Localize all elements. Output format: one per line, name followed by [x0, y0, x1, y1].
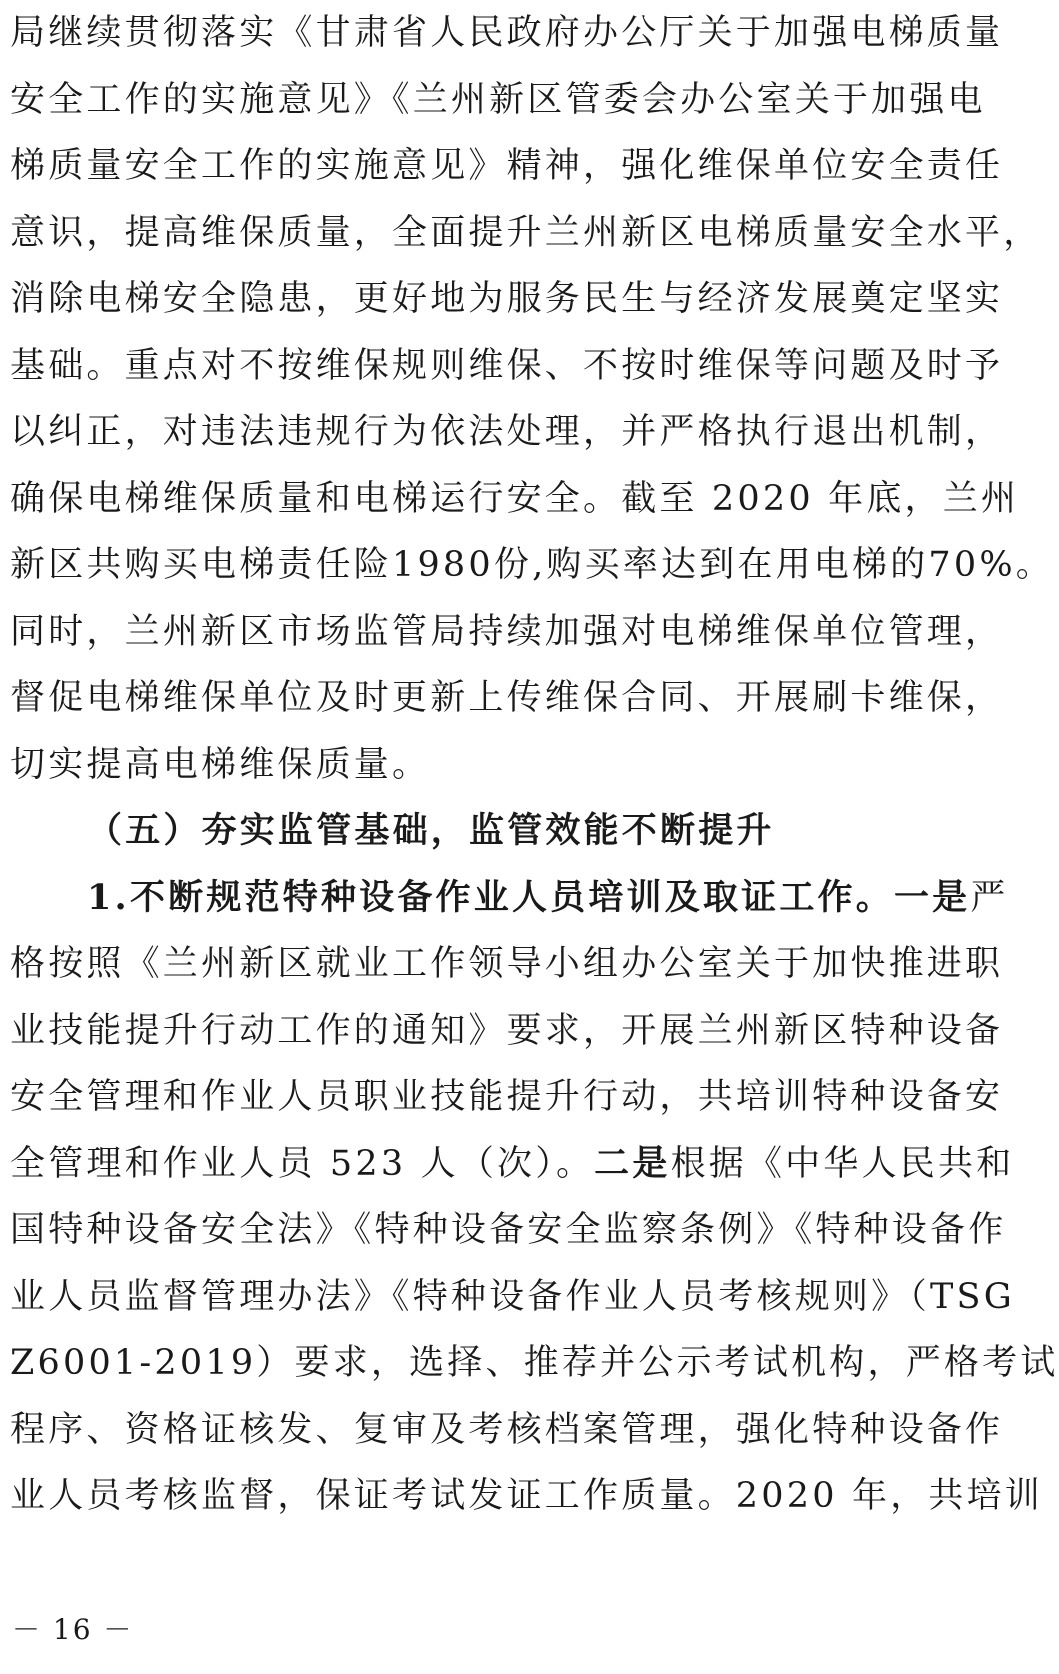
paragraph-line: 梯质量安全工作的实施意见》精神，强化维保单位安全责任 [10, 146, 1004, 186]
paragraph-line: 新区共购买电梯责任险1980份,购买率达到在用电梯的70%。 [10, 545, 1054, 585]
paragraph-line: 业技能提升行动工作的通知》要求，开展兰州新区特种设备 [10, 1010, 1004, 1051]
paragraph-line: 国特种设备安全法》《特种设备安全监察条例》《特种设备作 [10, 1210, 1007, 1250]
paragraph-line: 业人员监督管理办法》《特种设备作业人员考核规则》（TSG [10, 1276, 1015, 1317]
paragraph-line: 督促电梯维保单位及时更新上传维保合同、开展刷卡维保， [10, 678, 1004, 718]
paragraph-line: 局继续贯彻落实《甘肃省人民政府办公厅关于加强电梯质量 [10, 13, 1004, 53]
paragraph-line: 消除电梯安全隐患，更好地为服务民生与经济发展奠定坚实 [10, 279, 1004, 319]
paragraph-line: 安全工作的实施意见》《兰州新区管委会办公室关于加强电 [10, 79, 986, 120]
mixed-bold: 二是 [594, 1142, 671, 1184]
paragraph-line: 同时，兰州新区市场监管局持续加强对电梯维保单位管理， [10, 611, 1004, 652]
paragraph-line: 基础。重点对不按维保规则维保、不按时维保等问题及时予 [10, 345, 1004, 386]
paragraph-line: 安全管理和作业人员职业技能提升行动，共培训特种设备安 [10, 1077, 1004, 1117]
mixed-after: 根据《中华人民共和 [670, 1143, 1015, 1184]
paragraph-line: 意识，提高维保质量，全面提升兰州新区电梯质量安全水平， [10, 212, 1042, 253]
item-heading-line [10, 865, 1009, 932]
paragraph-line: Z6001-2019）要求，选择、推荐并公示考试机构，严格考试 [10, 1343, 1059, 1383]
paragraph-line: 切实提高电梯维保质量。 [10, 744, 431, 785]
paragraph-line: 业人员考核监督，保证考试发证工作质量。2020 年，共培训 [10, 1476, 1043, 1516]
body-text [10, 0, 1059, 1530]
paragraph-line: 确保电梯维保质量和电梯运行安全。截至 2020 年底，兰州 [10, 478, 1020, 519]
paragraph-line: 格按照《兰州新区就业工作领导小组办公室关于加快推进职 [10, 944, 1004, 984]
paragraph-line: 程序、资格证核发、复审及考核档案管理，强化特种设备作 [10, 1409, 1004, 1450]
section-heading: （五）夯实监管基础，监管效能不断提升 [87, 810, 775, 851]
paragraph-line-mixed [10, 1131, 1015, 1198]
item-title-rest: 严 [970, 877, 1009, 918]
item-title-bold: 1.不断规范特种设备作业人员培训及取证工作。一是 [87, 876, 971, 918]
paragraph-line: 以纠正，对违法违规行为依法处理，并严格执行退出机制， [10, 412, 1004, 452]
mixed-before: 全管理和作业人员 523 人（次）。 [10, 1143, 595, 1184]
page-number: － 16 － [12, 1613, 134, 1646]
